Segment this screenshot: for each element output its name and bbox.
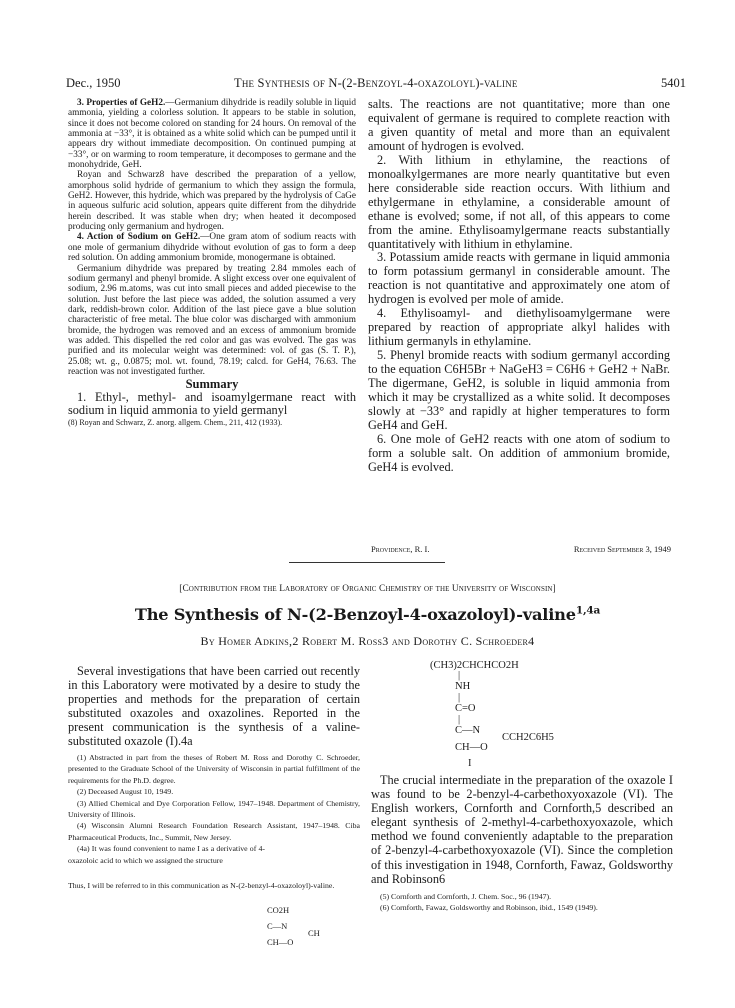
summary-item: 4. Ethylisoamyl- and diethylisoamylgermane were prepared by reaction of appropriate alkyl halides with lithium germanyls in ethylamine. [368, 306, 670, 349]
summary-heading: Summary [185, 377, 239, 392]
paragraph: The crucial intermediate in the preparation of the oxazole I was found to be 2-benzyl-4-carbethoxyoxazole (VI). The English workers, Cornforth and Cornforth,5 described an elegant synthesis of 2-methyl-4-carbethoxyoxazole, which method we found conveniently adaptable to the preparation of 2-benzyl-4-carbethoxyoxazole (VI). Since the completion of this investigation in 1948, Cornforth, Fawaz, Goldsworthy and Robinson6 [371, 773, 673, 886]
contribution-line: [Contribution from the Laboratory of Organic Chemistry of the University of Wisconsin] [179, 584, 556, 594]
article-title: The Synthesis of N-(2-Benzoyl-4-oxazoloyl)-valine$^{1,4a}$ [134, 604, 601, 624]
footnote: (4a) It was found convenient to name I as a derivative of 4-oxazoloic acid to which we assigned the structure [68, 844, 265, 865]
structure-formula-small: CO2H C—N CH CH—O [267, 905, 320, 947]
paragraph: Several investigations that have been carried out recently in this Laboratory were motivated by a desire to study the properties and methods for the preparation of certain substituted oxazoles and oxazolines. Reported in the present communication is the synthesis of a valine-substituted oxazole (I).4a [68, 664, 360, 748]
summary-item: 2. With lithium in ethylamine, the reactions of monoalkylgermanes are more nearly quantitative but even here considerable side reaction occurs. With lithium and ethylgermane in ethylamine, a considerable amount of ethane is evolved; some, if not all, of this appears to come from the amine. Ethylisoamylgermane reacts substantially quantitatively with lithium in ethylamine. [368, 152, 670, 251]
page-number: 5401 [661, 76, 686, 90]
paragraph: salts. The reactions are not quantitative; more than one equivalent of germane is required to complete reaction with a given quantity of metal and more than an equivalent amount of hydrogen is evolved. [368, 97, 670, 153]
signature-line [371, 544, 671, 554]
place: Providence, R. I. [371, 544, 430, 554]
summary-item: 3. Potassium amide reacts with germane in liquid ammonia to form potassium germanyl in considerable amount. The reaction is not quantitative and approximately one atom of hydrogen is evolved per mole of amide. [368, 250, 670, 307]
footnote: (4) Wisconsin Alumni Research Foundation Research Assistant, 1947–1948. Ciba Pharmaceutical Products, Inc., Summit, New Jersey. [68, 821, 360, 842]
paragraph: Royan and Schwarz8 have described the preparation of a yellow, amorphous solid hydride of germanium to which they assign the formula, GeH2. However, this hydride, which was prepared by the hydrolysis of CaGe in aqueous sulfuric acid solution, appears quite different from the dihydride herein described. It was stable when dry; when heated it decomposed producing only germanium and hydrogen. [68, 170, 356, 233]
paragraph: Germanium dihydride was prepared by treating 2.84 mmoles each of sodium germanyl and phenyl bromide. A slight excess over one equivalent of sodium, 2.96 m.atoms, was cut into small pieces and added piecewise to the solution. Just before the last piece was added, the solution assumed a very dark, reddish-brown color. Addition of the last piece gave a blue solution characteristic of free metal. The blue color was discharged with ammonium bromide, the hydrogen was removed and an excess of ammonium bromide was added. This dispelled the red color and gas was evolved. The gas was purified and its molecular weight was determined: vol. of gas (S. T. P.), 25.08; wt. g., 0.0875; mol. wt. found, 78.19; calcd. for GeH4, 76.63. The reaction was not investigated further. [68, 263, 356, 377]
footnote: (8) Royan and Schwarz, Z. anorg. allgem. Chem., 211, 412 (1933). [68, 418, 283, 428]
upper-left-column [68, 98, 356, 428]
header-title: The Synthesis of N-(2-Benzoyl-4-oxazoloyl)-valine [234, 76, 518, 90]
author-line: By Homer Adkins,2 Robert M. Ross3 and Dorothy C. Schroeder4 [200, 634, 535, 648]
structure-formula-I: (CH3)2CHCHCO2H | NH | C=O | C—N CCH2C6H5 CH—O I [430, 660, 554, 769]
paragraph: 3. Properties of GeH2.—Germanium dihydride is readily soluble in liquid ammonia, yielding a colorless solution. It appears to be stable in solution, since it does not become colored on standing for 24 hours. On removal of the ammonia at −33°, it is obtained as a white solid which can be pumped until it appears dry without immediate decomposition. On continued pumping at −33°, or on warming to room temperature, it decomposes to germane and the monohydride, GeH. [68, 98, 356, 171]
received-date: Received September 3, 1949 [573, 544, 671, 554]
lower-left-column [68, 664, 360, 891]
footnote: (5) Cornforth and Cornforth, J. Chem. Soc., 96 (1947). [380, 891, 552, 901]
summary-item: 6. One mole of GeH2 reacts with one atom of sodium to form a soluble salt. On addition of ammonium bromide, GeH4 is evolved. [368, 431, 670, 474]
summary-item: 1. Ethyl-, methyl- and isoamylgermane react with sodium in liquid ammonia to yield germanyl [68, 389, 356, 418]
header-date: Dec., 1950 [66, 76, 121, 90]
running-header [66, 76, 686, 90]
summary-item: 5. Phenyl bromide reacts with sodium germanyl according to the equation C6H5Br + NaGeH3 = C6H6 + GeH2 + NaBr. The digermane, GeH2, is soluble in liquid ammonia from which it may be crystallized as a white solid. It decomposes slowly at −33° and rapidly at higher temperatures to form GeH4 and GeH. [368, 348, 670, 432]
paragraph: 4. Action of Sodium on GeH2.—One gram atom of sodium reacts with one mole of germanium dihydride without evolution of gas to form a deep red solution. On adding ammonium bromide, monogermane is obtained. [68, 232, 357, 264]
footnote: (6) Cornforth, Fawaz, Goldsworthy and Robinson, ibid., 1549 (1949). [380, 903, 598, 913]
footnote: (1) Abstracted in part from the theses of Robert M. Ross and Dorothy C. Schroeder, presented to the Graduate School of the University of Wisconsin in partial fulfillment of the requirements for the Ph.D. degree. [68, 753, 360, 785]
footnote: (2) Deceased August 10, 1949. [77, 787, 174, 797]
upper-right-column [368, 98, 670, 475]
lower-right-column [371, 773, 673, 914]
divider [289, 562, 445, 563]
structure-label: I [468, 758, 472, 769]
footnote: Thus, I will be referred to in this communication as N-(2-benzyl-4-oxazoloyl)-valine. [68, 881, 335, 891]
footnote: (3) Allied Chemical and Dye Corporation Fellow, 1947–1948. Department of Chemistry, University of Illinois. [68, 798, 360, 820]
